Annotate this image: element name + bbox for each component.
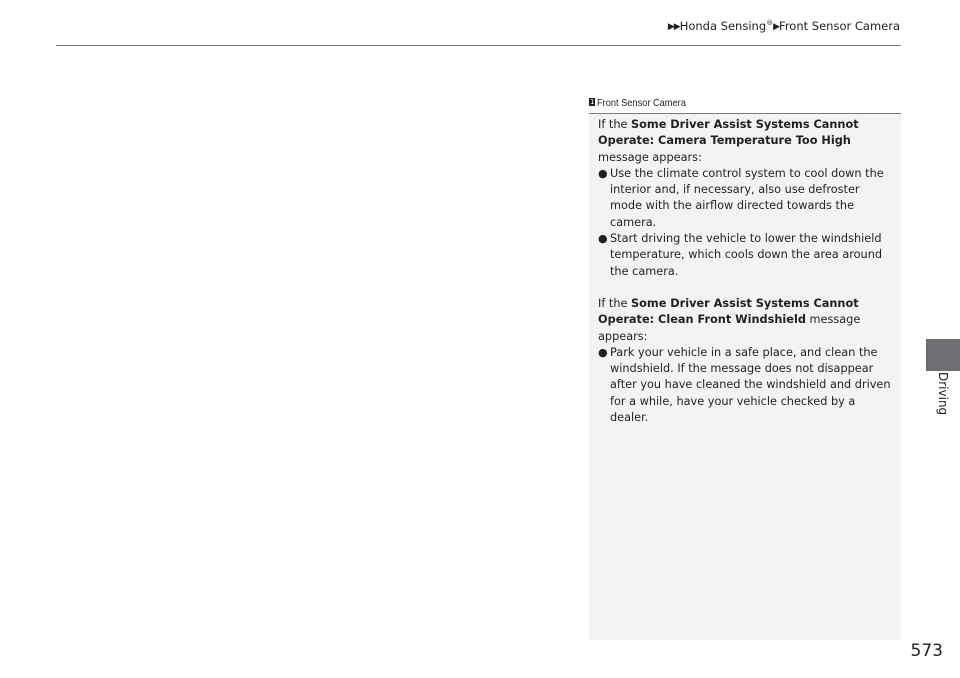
list-item-text: Park your vehicle in a safe place, and clean the windshield. If the message does not disappear after you have cleaned the windshield and driven for a while, have your vehicle checked by a dealer.	[610, 345, 891, 425]
instruction-list-1	[598, 166, 894, 280]
instruction-list-2	[598, 345, 894, 426]
page-header	[0, 0, 900, 45]
paragraph-intro: If the	[598, 118, 632, 131]
list-item-text: Use the climate control system to cool down the interior and, if necessary, also use defroster mode with the airflow directed towards the camera.	[610, 166, 884, 229]
breadcrumb-section: Honda Sensing	[679, 19, 767, 33]
paragraph-spacer	[598, 280, 894, 296]
paragraph-outro: message appears:	[598, 313, 861, 343]
message-paragraph-2	[598, 296, 894, 345]
list-item	[598, 345, 894, 426]
list-item	[598, 231, 894, 280]
paragraph-intro: If the	[598, 296, 632, 310]
page-number: 573	[910, 641, 943, 661]
reference-mark-icon: 1	[590, 98, 595, 106]
message-name: Some Driver Assist Systems Cannot Operate: Camera Temperature Too High	[598, 118, 859, 148]
list-item	[598, 166, 894, 231]
breadcrumb-separator-icon: ▶	[773, 22, 780, 32]
reference-sidebar-header	[589, 95, 901, 114]
bullet-icon: ●	[598, 232, 608, 246]
bullet-icon: ●	[598, 345, 608, 359]
breadcrumb	[668, 19, 900, 33]
breadcrumb-arrow-icon: ▶▶	[667, 22, 680, 32]
breadcrumb-topic: Front Sensor Camera	[779, 19, 900, 33]
reference-sidebar-title: Front Sensor Camera	[597, 97, 686, 109]
registered-mark: ®	[766, 19, 774, 28]
message-paragraph-1	[598, 117, 894, 166]
message-name: Some Driver Assist Systems Cannot Operate: Clean Front Windshield	[598, 296, 859, 327]
paragraph-outro: message appears:	[598, 150, 702, 164]
header-divider	[56, 45, 901, 46]
chapter-label-text: Driving	[936, 372, 950, 416]
bullet-icon: ●	[598, 166, 608, 180]
chapter-label	[936, 372, 952, 432]
list-item-text: Start driving the vehicle to lower the windshield temperature, which cools down the area around the camera.	[610, 232, 883, 278]
chapter-tab	[926, 339, 960, 371]
reference-sidebar-body	[598, 117, 894, 426]
